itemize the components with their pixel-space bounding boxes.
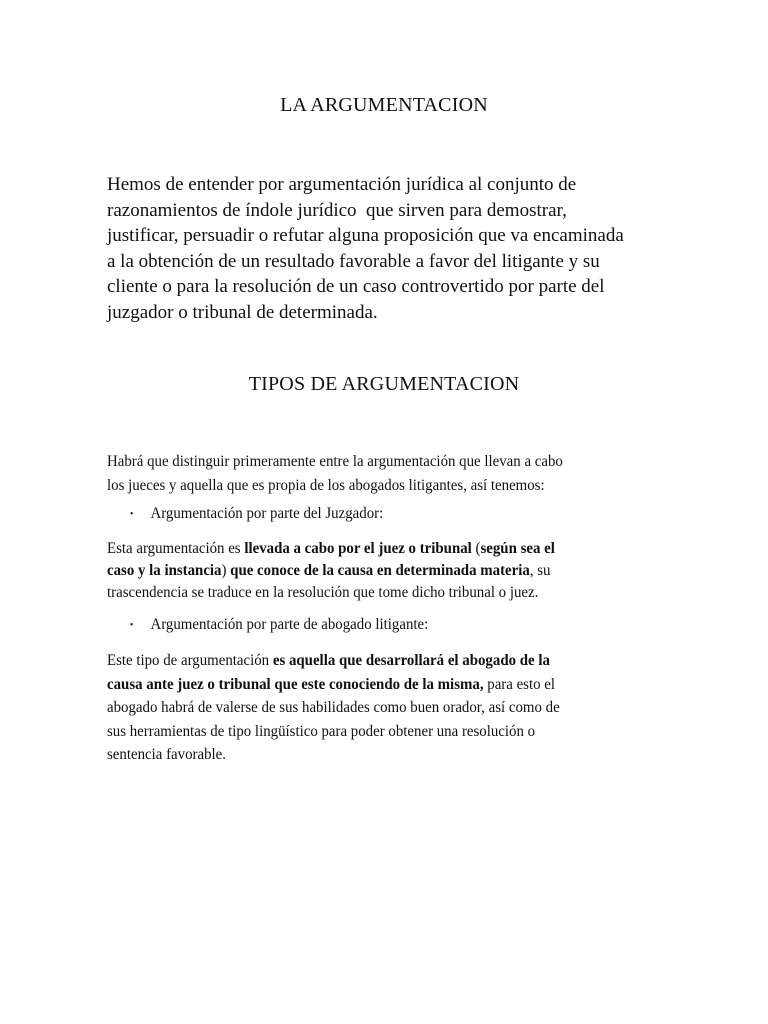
bold-run: llevada a cabo por el juez o tribunal — [244, 540, 472, 557]
tipos-intro-paragraph — [107, 450, 628, 498]
litigante-line-1 — [107, 649, 646, 673]
text-run: Este tipo de argumentación — [107, 652, 273, 669]
section-title: TIPOS DE ARGUMENTACION — [248, 373, 520, 395]
bold-run: que conoce de la causa en determinada materia — [230, 562, 530, 579]
intro-line: Hemos de entender por argumentación jurídica al conjunto de — [107, 174, 577, 195]
litigante-line-4: sus herramientas de tipo lingüístico para poder obtener una resolución o — [107, 722, 536, 740]
text-run: para esto el — [483, 675, 556, 693]
bold-run: es aquella que desarrollará el abogado de la — [272, 652, 550, 669]
text-run: ( — [471, 540, 481, 557]
bullet-dot-icon: • — [130, 619, 134, 631]
bullet-label: Argumentación por parte de abogado litigante: — [150, 616, 429, 633]
page-title: LA ARGUMENTACION — [280, 94, 488, 116]
text-run: Esta argumentación es — [107, 540, 245, 557]
intro-paragraph — [107, 172, 667, 326]
litigante-line-3: abogado habrá de valerse de sus habilidades como buen orador, así como de — [107, 699, 560, 716]
intro-line: juzgador o tribunal de determinada. — [107, 301, 378, 323]
juzgador-line-1 — [107, 538, 646, 560]
text-run: ) — [221, 562, 231, 579]
bullet-dot-icon: • — [130, 508, 134, 520]
bold-run: según sea el — [480, 540, 555, 557]
juzgador-line-3: trascendencia se traduce en la resolución que tome dicho tribunal o juez. — [107, 584, 539, 601]
bold-run: causa ante juez o tribunal que este conociendo de la misma, — [107, 675, 484, 693]
intro-line: cliente o para la resolución de un caso controvertido por parte del — [107, 276, 605, 298]
litigante-line-5: sentencia favorable. — [107, 746, 226, 763]
juzgador-paragraph — [107, 538, 646, 604]
tipos-line: los jueces y aquella que es propia de los abogados litigantes, así tenemos: — [107, 477, 545, 494]
intro-line: justificar, persuadir o refutar alguna proposición que va encaminada — [107, 225, 624, 247]
intro-line: razonamientos de índole jurídico que sirven para demostrar, — [107, 199, 567, 221]
bullet-item-juzgador — [130, 505, 383, 523]
bullet-label: Argumentación por parte del Juzgador: — [150, 505, 384, 522]
bullet-item-litigante — [130, 616, 428, 634]
tipos-line: Habrá que distinguir primeramente entre la argumentación que llevan a cabo — [107, 453, 563, 470]
litigante-paragraph — [107, 649, 646, 767]
text-run: , su — [529, 562, 551, 579]
juzgador-line-2 — [107, 560, 646, 582]
intro-line: a la obtención de un resultado favorable a favor del litigante y su — [107, 250, 600, 272]
litigante-line-2 — [107, 673, 646, 697]
bold-run: caso y la instancia — [107, 562, 222, 579]
